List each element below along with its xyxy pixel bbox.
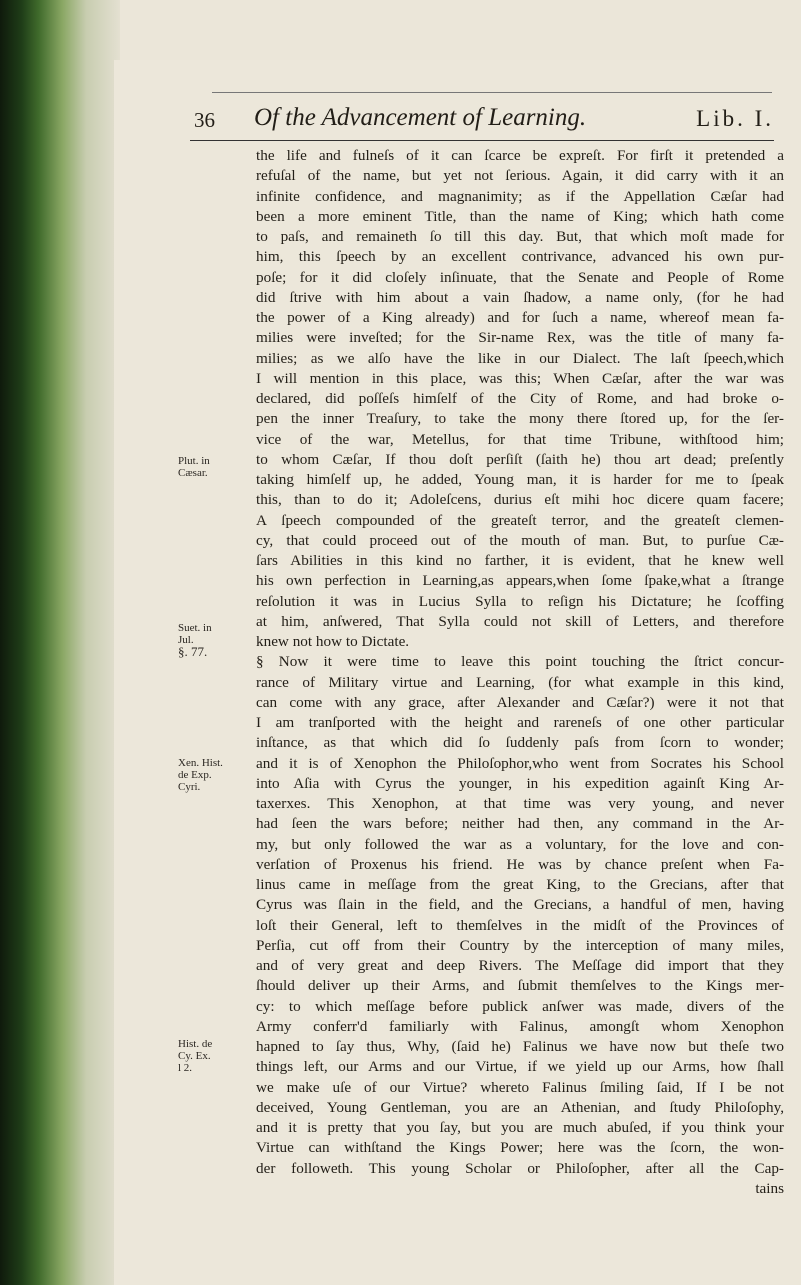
text-line: der followeth. This young Scholar or Philoſopher, after all the Cap- <box>256 1159 784 1177</box>
text-line: poſe; for it did cloſely inſinuate, that the Senate and People of Rome <box>256 268 784 286</box>
running-head <box>194 104 774 140</box>
book-label: Lib. I. <box>696 106 774 131</box>
text-line: pen the inner Treaſury, to take the mony there ſtored up, for the ſer- <box>256 410 784 428</box>
text-line: taxerxes. This Xenophon, at that time was very young, and never <box>256 795 784 812</box>
text-line: ſars Abilities in this kind no farther, it is evident, that he knew well <box>256 552 784 569</box>
text-line: my, but only followed the war as a voluntary, for the love and con- <box>256 835 784 853</box>
text-line: reſolution it was in Lucius Sylla to reſign his Dictature; he ſcoffing <box>256 592 784 610</box>
text-line: his own perfection in Learning,as appears,when ſome ſpake,what a ſtrange <box>256 572 784 590</box>
text-line: did ſtrive with him about a vain ſhadow, a name only, (for he had <box>256 288 784 306</box>
text-line: into Aſia with Cyrus the younger, in his expedition againſt King Ar- <box>256 774 784 792</box>
text-line: him, this ſpeech by an excellent contrivance, advanced his own pur- <box>256 248 784 266</box>
book-gutter-shadow <box>0 0 120 1285</box>
text-line: Virtue can withſtand the Kings Power; here was the ſcorn, the won- <box>256 1139 784 1157</box>
text-line: rance of Military virtue and Learning, (for what example in this kind, <box>256 673 784 691</box>
marginal-note: Suet. in Jul. §. 77. <box>178 622 212 659</box>
text-line: inſtance, as that which did ſo ſuddenly paſs from ſcorn to wonder; <box>256 734 784 752</box>
text-line: taking himſelf up, he added, Young man, it is harder for me to ſpeak <box>256 471 784 488</box>
text-line: Perſia, cut off from their Country by the interception of many miles, <box>256 936 784 954</box>
running-title: Of the Advancement of Learning. <box>254 104 587 131</box>
text-line: the life and fulneſs of it can ſcarce be expreſt. For firſt it pretended a <box>256 147 784 164</box>
head-rule <box>190 140 774 141</box>
catchword: tains <box>755 1179 784 1197</box>
top-rule <box>212 92 772 93</box>
text-line: we make uſe of our Virtue? whereto Falinus ſmiling ſaid, If I be not <box>256 1078 784 1096</box>
body-text <box>256 146 784 1199</box>
text-line: loſt their General, left to themſelves in the midſt of the Provinces of <box>256 916 784 934</box>
marginal-note: Hist. de Cy. Ex. l 2. <box>178 1038 213 1074</box>
text-line: vice of the war, Metellus, for that time Tribune, withſtood him; <box>256 430 784 448</box>
text-line: Army conferr'd familiarly with Falinus, amongſt whom Xenophon <box>256 1017 784 1035</box>
page-number: 36 <box>194 108 215 132</box>
text-line: ſhould deliver up their Arms, and ſubmit themſelves to the Kings mer- <box>256 977 784 995</box>
text-line: I am tranſported with the height and rareneſs of one other particular <box>256 714 784 731</box>
text-line: milies were inveſted; for the Sir-name Rex, was the title of many fa- <box>256 329 784 347</box>
text-line: and of very great and deep Rivers. The Meſſage did import that they <box>256 957 784 974</box>
text-line: this, than to do it; Adoleſcens, durius eſt mihi hoc dicere quam facere; <box>256 491 784 509</box>
text-line: hapned to ſay thus, Why, (ſaid he) Falinus we have now but theſe two <box>256 1038 784 1055</box>
text-line: and it is pretty that you ſay, but you are much abuſed, if you think your <box>256 1119 784 1136</box>
text-line: the power of a King already) and for ſuch a name, whereof mean fa- <box>256 309 784 326</box>
text-line: § Now it were time to leave this point touching the ſtrict concur- <box>256 653 784 671</box>
text-line: to whom Cæſar, If thou doſt perſiſt (ſaith he) thou art dead; preſently <box>256 450 784 468</box>
text-line: refuſal of the name, but yet not ſerious. Again, it did carry with it an <box>256 167 784 185</box>
text-line: milies; as we alſo have the like in our Dialect. The laſt ſpeech,which <box>256 349 784 367</box>
text-line: verſation of Proxenus his friend. He was by chance preſent when Fa- <box>256 855 784 873</box>
text-line: A ſpeech compounded of the greateſt terror, and the greateſt clemen- <box>256 511 784 529</box>
text-line: infinite confidence, and magnanimity; as if the Appellation Cæſar had <box>256 187 784 205</box>
text-line: cy: to which meſſage before publick anſwer was made, divers of the <box>256 997 784 1015</box>
text-line: I will mention in this place, was this; When Cæſar, after the war was <box>256 369 784 387</box>
text-line: been a more eminent Title, than the name of King; which hath come <box>256 207 784 225</box>
text-line: cy, that could proceed out of the mouth of man. But, to purſue Cæ- <box>256 531 784 549</box>
text-line: Cyrus was ſlain in the field, and the Grecians, a handful of men, having <box>256 896 784 914</box>
text-line: linus came in meſſage from the great King, to the Grecians, after that <box>256 876 784 893</box>
text-line: declared, did poſſeſs himſelf of the City of Rome, and had broke o- <box>256 390 784 407</box>
text-line: knew not how to Dictate. <box>256 633 410 650</box>
marginal-note: Xen. Hist. de Exp. Cyri. <box>178 757 223 793</box>
text-line: and it is of Xenophon the Philoſophor,who went from Socrates his School <box>256 754 784 772</box>
marginal-note: Plut. in Cæsar. <box>178 455 210 479</box>
text-line: to paſs, and remaineth ſo till this day. But, that which moſt made for <box>256 228 784 245</box>
text-line: at him, anſwered, That Sylla could not skill of Letters, and therefore <box>256 612 784 630</box>
text-line: deceived, Young Gentleman, you are an Athenian, and ſtudy Philoſophy, <box>256 1098 784 1116</box>
text-line: things left, our Arms and our Virtue, if we yield up our Arms, how ſhall <box>256 1058 784 1076</box>
text-line: had ſeen the wars before; neither had then, any command in the Ar- <box>256 815 784 833</box>
text-line: can come with any grace, after Alexander and Cæſar?) were it not that <box>256 693 784 711</box>
